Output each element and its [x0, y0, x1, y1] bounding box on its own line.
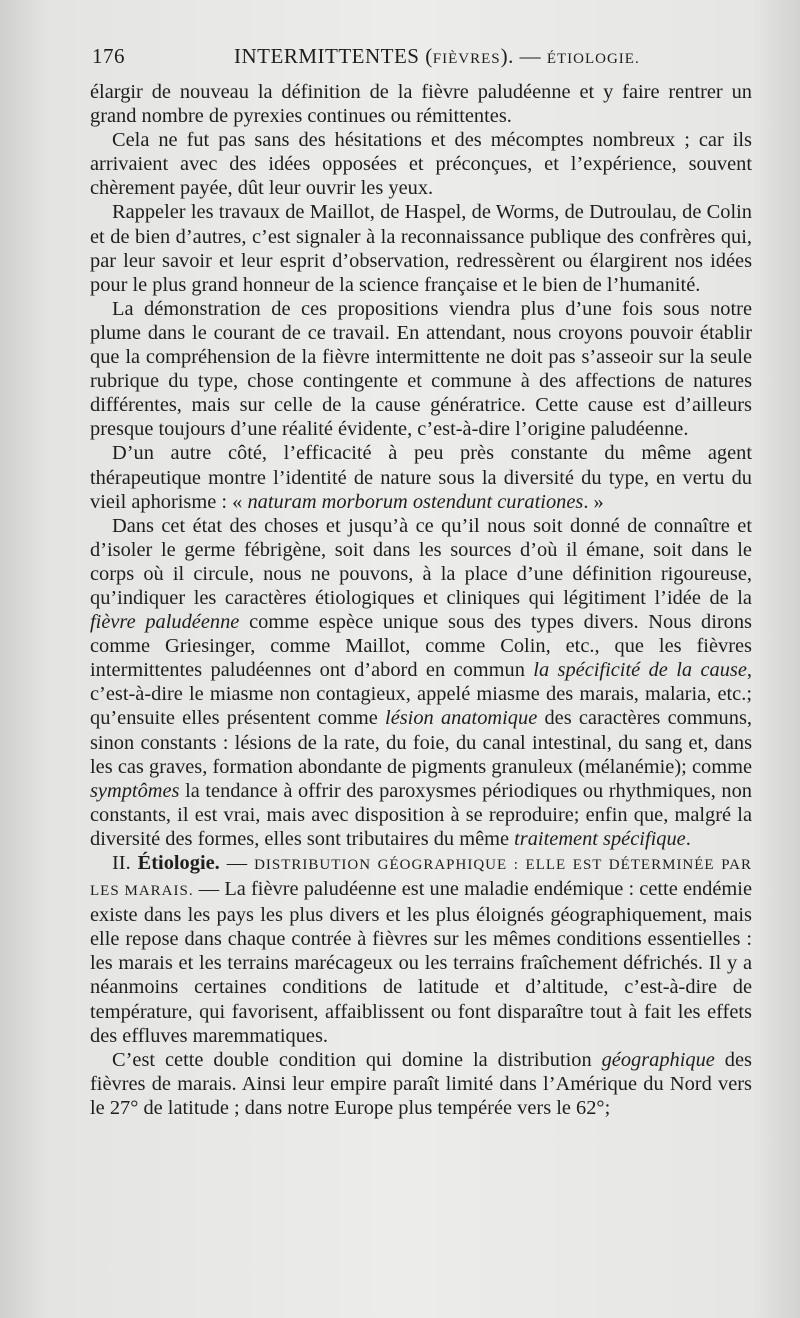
paragraph: [90, 1048, 752, 1120]
text-run: . »: [583, 490, 604, 513]
section-paragraph: [90, 851, 752, 1048]
text-run: — La fièvre paludéenne est une maladie endémique : cette endémie existe dans les pays les plus divers et les plus éloignés géographiquement, mais elle repose dans chaque contrée à fièvres sur les mêmes conditions essentielles : les marais et les terrains marécageux ou les terrains fraîchement défrichés. Il y a néanmoins certaines conditions de latitude et d’altitude, c’est-à-dire de température, qui favorisent, affaiblissent ou font disparaître tout à fait les effets des effluves maremmatiques.: [90, 878, 753, 1047]
running-header: [92, 44, 760, 74]
paragraph-continuation: élargir de nouveau la définition de la fièvre paludéenne et y faire rentrer un grand nombre de pyrexies continues ou rémittentes.: [90, 81, 752, 128]
italic-phrase: la spécificité de la cause: [533, 659, 747, 682]
body-text: [90, 80, 752, 1120]
title-paren-word: FIÈVRES: [432, 51, 501, 67]
text-run: C’est cette double condition qui domine la distribution: [112, 1048, 602, 1071]
text-run: , c’est-à-dire le miasme non contagieux, appelé miasme des marais, malaria, etc.; qu’ensuite elles présentent comme: [90, 659, 752, 730]
title-section: ÉTIOLOGIE.: [546, 51, 640, 67]
paragraph: [90, 441, 752, 513]
section-subtitle: DISTRIBUTION GÉOGRAPHIQUE : ELLE EST DÉTERMINÉE PAR LES MARAIS.: [90, 857, 752, 900]
section-number: II.: [112, 852, 138, 874]
running-title: [234, 44, 640, 69]
italic-phrase: traitement spécifique: [514, 827, 686, 850]
title-paren-open: (: [419, 44, 433, 68]
section-title: Étiologie.: [137, 852, 220, 874]
text-run: Dans cet état des choses et jusqu’à ce qu’il nous soit donné de connaître et d’isoler le germe fébrigène, soit dans les sources d’où il émane, soit dans le corps où il circule, nous ne pouvons, à la place d’une définition rigoureuse, qu’indiquer les caractères étiologiques et cliniques qui légitiment l’idée de la: [90, 514, 752, 609]
title-main: INTERMITTENTES: [234, 44, 420, 68]
paragraph: Rappeler les travaux de Maillot, de Haspel, de Worms, de Dutroulau, de Colin et de bien d’autres, c’est signaler à la reconnaissance publique des confrères qui, par leur savoir et leur esprit d’observation, redressèrent ou élargirent nos idées pour le plus grand honneur de la science française et le bien de l’humanité.: [90, 201, 752, 296]
text-run: des fièvres de marais. Ainsi leur empire paraît limité dans l’Amérique du Nord vers le 27° de latitude ; dans notre Europe plus tempérée vers le 62°;: [90, 1048, 752, 1119]
italic-phrase: symptômes: [90, 779, 180, 802]
italic-phrase: géographique: [601, 1048, 715, 1071]
text-run: —: [219, 852, 255, 874]
text-run: .: [685, 827, 691, 850]
italic-phrase: naturam morborum ostendunt curationes: [247, 490, 584, 513]
text-run: la tendance à offrir des paroxysmes périodiques ou rhythmiques, non constants, il est vrai, mais avec disposition à se reproduire; enfin que, malgré la diversité des formes, elles sont tributaires du même: [90, 779, 752, 850]
italic-phrase: fièvre paludéenne: [90, 611, 240, 634]
page-number: 176: [92, 44, 125, 68]
text-run: D’un autre côté, l’efficacité à peu près constante du même agent thérapeutique montre l’identité de nature sous la diversité du type, en vertu du vieil aphorisme : «: [90, 442, 752, 513]
paragraph: La démonstration de ces propositions viendra plus d’une fois sous notre plume dans le courant de ce travail. En attendant, nous croyons pouvoir établir que la compréhension de la fièvre intermittente ne doit pas s’asseoir sur la seule rubrique du type, chose contingente et commune à des affections de natures différentes, mais sur celle de la cause génératrice. Cette cause est d’ailleurs presque toujours d’une réalité évidente, c’est-à-dire l’origine paludéenne.: [90, 297, 752, 441]
italic-phrase: lésion anatomique: [385, 707, 538, 730]
paragraph: [90, 514, 752, 851]
title-paren-close: ). —: [500, 44, 547, 68]
text-run: comme espèce unique sous des types divers. Nous dirons comme Griesinger, comme Maillot, comme Colin, etc., que les fièvres intermittentes paludéennes ont d’abord en commun: [90, 611, 752, 682]
text-run: des caractères communs, sinon constants : lésions de la rate, du foie, du canal intestinal, du sang et, dans les cas graves, formation abondante de pigments granuleux (mélanémie); comme: [90, 707, 752, 778]
paragraph: Cela ne fut pas sans des hésitations et des mécomptes nombreux ; car ils arrivaient avec des idées opposées et préconçues, et l’expérience, souvent chèrement payée, dût leur ouvrir les yeux.: [90, 129, 752, 200]
